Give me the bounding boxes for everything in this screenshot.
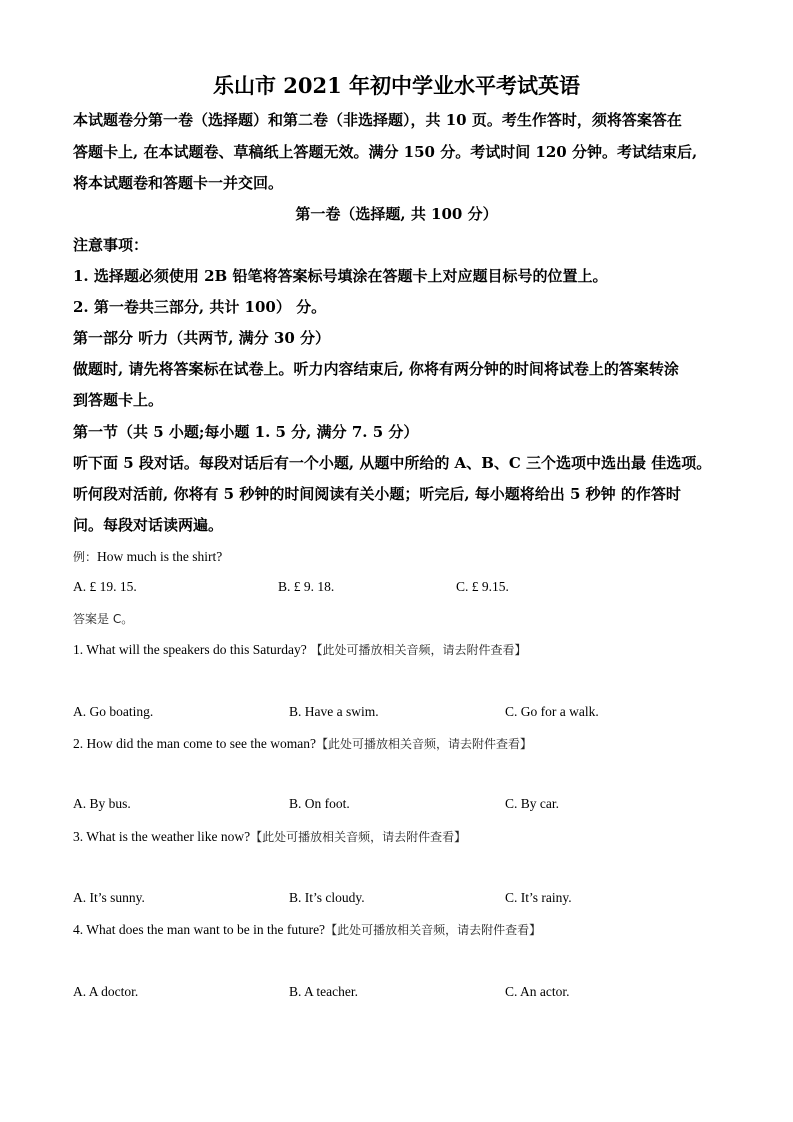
example-prefix: 例： (73, 550, 98, 564)
question-2 (73, 735, 532, 752)
q1-option-b: B. Have a swim. (289, 704, 379, 719)
q2-option-a: A. By bus. (73, 796, 131, 811)
example-prompt (73, 548, 222, 565)
q1-option-a: A. Go boating. (73, 704, 154, 719)
part1-instruction-1: 做题时, 请先将答案标在试卷上。听力内容结束后, 你将有两分钟的时间将试卷上的答案转涂 (73, 360, 679, 378)
q3-option-c: C. It’s rainy. (505, 890, 572, 905)
q3-option-a: A. It’s sunny. (73, 890, 145, 905)
part1-heading: 第一部分 听力（共两节, 满分 30 分） (73, 329, 330, 347)
example-option-a: A. £ 19. 15. (73, 579, 137, 594)
question-1 (73, 641, 527, 658)
exam-title: 乐山市 2021 年初中学业水平考试英语 (212, 73, 581, 98)
part1-instruction-2: 到答题卡上。 (73, 391, 164, 409)
question-4 (73, 921, 541, 938)
example-answer: 答案是 C。 (73, 612, 134, 626)
note-item-2: 2. 第一卷共三部分, 共计 100） 分。 (73, 298, 327, 316)
q4-option-b: B. A teacher. (289, 984, 358, 999)
q1-option-c: C. Go for a walk. (505, 704, 599, 719)
notes-heading: 注意事项： (73, 236, 149, 254)
example-option-c: C. £ 9.15. (456, 579, 509, 594)
question-4-text: 4. What does the man want to be in the future? (73, 922, 326, 937)
example-question: How much is the shirt? (97, 549, 223, 564)
q4-option-a: A. A doctor. (73, 984, 139, 999)
section1-instruction-3: 问。每段对话读两遍。 (73, 516, 224, 534)
audio-link-4[interactable]: 【此处可播放相关音频，请去附件查看】 (325, 923, 542, 937)
question-2-text: 2. How did the man come to see the woman? (73, 736, 316, 751)
question-3-text: 3. What is the weather like now? (73, 829, 251, 844)
audio-link-3[interactable]: 【此处可播放相关音频，请去附件查看】 (250, 830, 467, 844)
note-item-1: 1. 选择题必须使用 2B 铅笔将答案标号填涂在答题卡上对应题目标号的位置上。 (73, 267, 608, 285)
q3-option-b: B. It’s cloudy. (289, 890, 365, 905)
section1-instruction-1: 听下面 5 段对话。每段对话后有一个小题, 从题中所给的 A、B、C 三个选项中选出最 佳选项。 (73, 454, 712, 472)
section1-instruction-2: 听何段对活前, 你将有 5 秒钟的时间阅读有关小题；听完后, 每小题将给出 5 秒钟 的作答时 (73, 485, 681, 503)
intro-line-2: 答题卡上, 在本试题卷、草稿纸上答题无效。满分 150 分。考试时间 120 分钟。考试结束后, (73, 143, 698, 161)
q2-option-c: C. By car. (505, 796, 559, 811)
intro-line-3: 将本试题卷和答题卡一并交回。 (73, 174, 284, 192)
intro-line-1: 本试题卷分第一卷（选择题）和第二卷（非选择题），共 10 页。考生作答时，须将答案答在 (73, 111, 682, 129)
question-3 (73, 828, 466, 845)
example-option-b: B. £ 9. 18. (278, 579, 335, 594)
audio-link-1[interactable]: 【此处可播放相关音频，请去附件查看】 (306, 643, 527, 657)
section1-heading: 第一节（共 5 小题;每小题 1. 5 分, 满分 7. 5 分） (73, 423, 419, 441)
audio-link-2[interactable]: 【此处可播放相关音频，请去附件查看】 (315, 737, 532, 751)
question-1-text: 1. What will the speakers do this Saturday? (73, 642, 307, 657)
volume-heading: 第一卷（选择题, 共 100 分） (295, 205, 498, 223)
q4-option-c: C. An actor. (505, 984, 570, 999)
q2-option-b: B. On foot. (289, 796, 350, 811)
